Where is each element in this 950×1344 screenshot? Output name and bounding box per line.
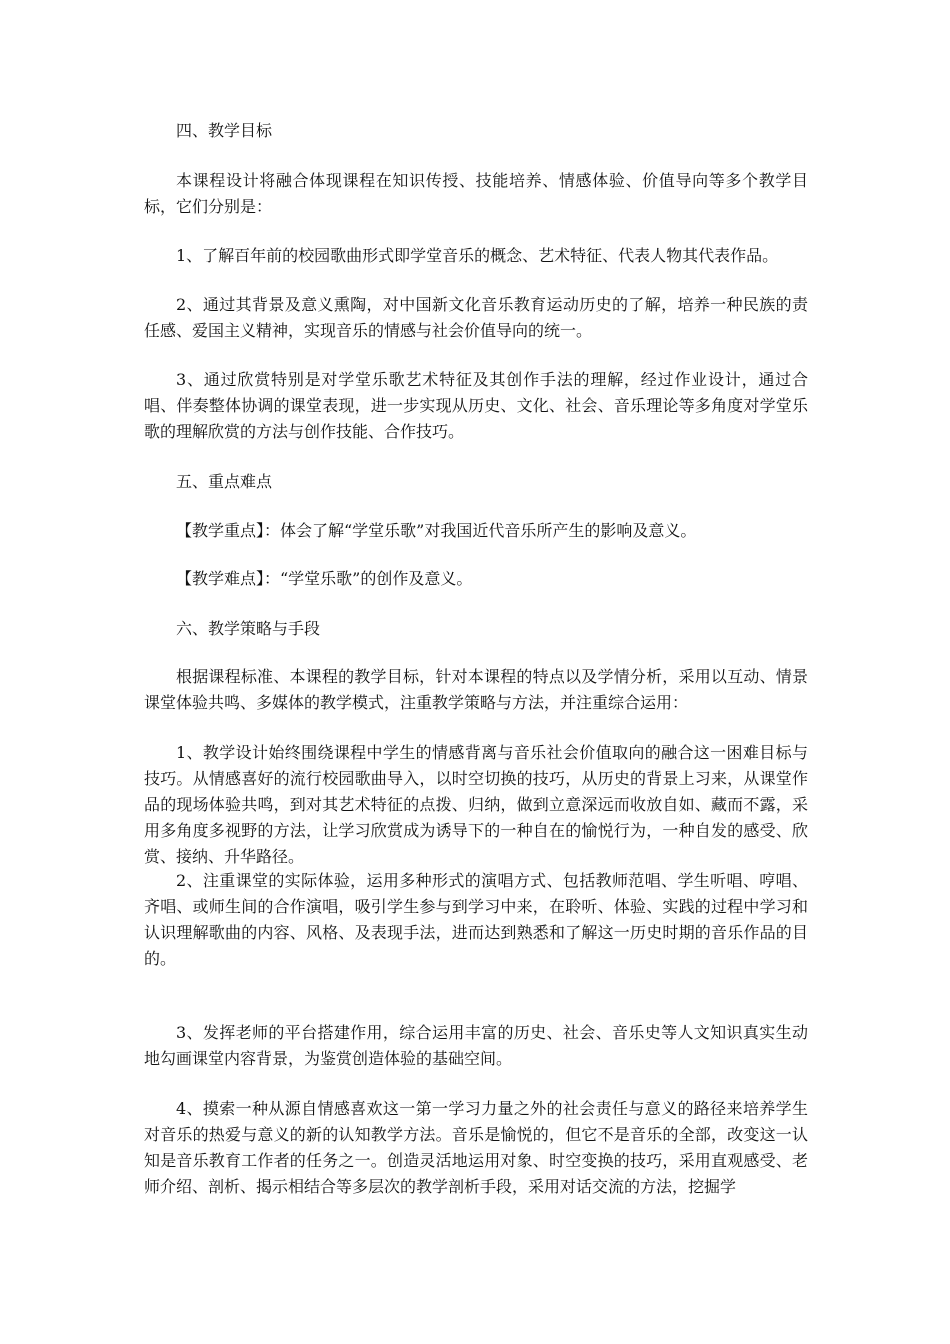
goal-2: 2、通过其背景及意义熏陶，对中国新文化音乐教育运动历史的了解，培养一种民族的责任感、爱国主义精神，实现音乐的情感与社会价值导向的统一。 xyxy=(144,295,808,340)
strategy-3: 3、发挥老师的平台搭建作用，综合运用丰富的历史、社会、音乐史等人文知识真实生动地勾画课堂内容背景，为鉴赏创造体验的基础空间。 xyxy=(144,1023,808,1068)
section-4-heading: 四、教学目标 xyxy=(176,121,273,140)
strategy-2: 2、注重课堂的实际体验，运用多种形式的演唱方式、包括教师范唱、学生听唱、哼唱、齐唱、或师生间的合作演唱，吸引学生参与到学习中来，在聆听、体验、实践的过程中学习和认识理解歌曲的内容、风格、及表现手法，进而达到熟悉和了解这一历史时期的音乐作品的目的。 xyxy=(144,871,808,968)
section-6-intro: 根据课程标准、本课程的教学目标，针对本课程的特点以及学情分析，采用以互动、情景课堂体验共鸣、多媒体的教学模式，注重教学策略与方法，并注重综合运用： xyxy=(144,667,808,712)
section-6-heading: 六、教学策略与手段 xyxy=(176,619,321,638)
difficult-point: 【教学难点】：“学堂乐歌”的创作及意义。 xyxy=(176,569,473,588)
strategy-4: 4、摸索一种从源自情感喜欢这一第一学习力量之外的社会责任与意义的路径来培养学生对音乐的热爱与意义的新的认知教学方法。音乐是愉悦的，但它不是音乐的全部，改变这一认知是音乐教育工作者的任务之一。创造灵活地运用对象、时空变换的技巧，采用直观感受、老师介绍、剖析、揭示相结合等多层次的教学剖析手段，采用对话交流的方法，挖掘学 xyxy=(144,1099,808,1196)
key-point: 【教学重点】：体会了解“学堂乐歌”对我国近代音乐所产生的影响及意义。 xyxy=(176,521,697,540)
section-4-intro: 本课程设计将融合体现课程在知识传授、技能培养、情感体验、价值导向等多个教学目标，它们分别是： xyxy=(144,171,808,216)
section-5-heading: 五、重点难点 xyxy=(176,472,273,491)
goal-3: 3、通过欣赏特别是对学堂乐歌艺术特征及其创作手法的理解，经过作业设计，通过合唱、伴奏整体协调的课堂表现，进一步实现从历史、文化、社会、音乐理论等多角度对学堂乐歌的理解欣赏的方法与创作技能、合作技巧。 xyxy=(144,370,808,441)
strategy-1: 1、教学设计始终围绕课程中学生的情感背离与音乐社会价值取向的融合这一困难目标与技巧。从情感喜好的流行校园歌曲导入，以时空切换的技巧，从历史的背景上习来，从课堂作品的现场体验共鸣，到对其艺术特征的点拨、归纳，做到立意深远而收放自如、藏而不露，采用多角度多视野的方法，让学习欣赏成为诱导下的一种自在的愉悦行为，一种自发的感受、欣赏、接纳、升华路径。 xyxy=(144,743,808,866)
goal-1: 1、了解百年前的校园歌曲形式即学堂音乐的概念、艺术特征、代表人物其代表作品。 xyxy=(176,246,779,265)
